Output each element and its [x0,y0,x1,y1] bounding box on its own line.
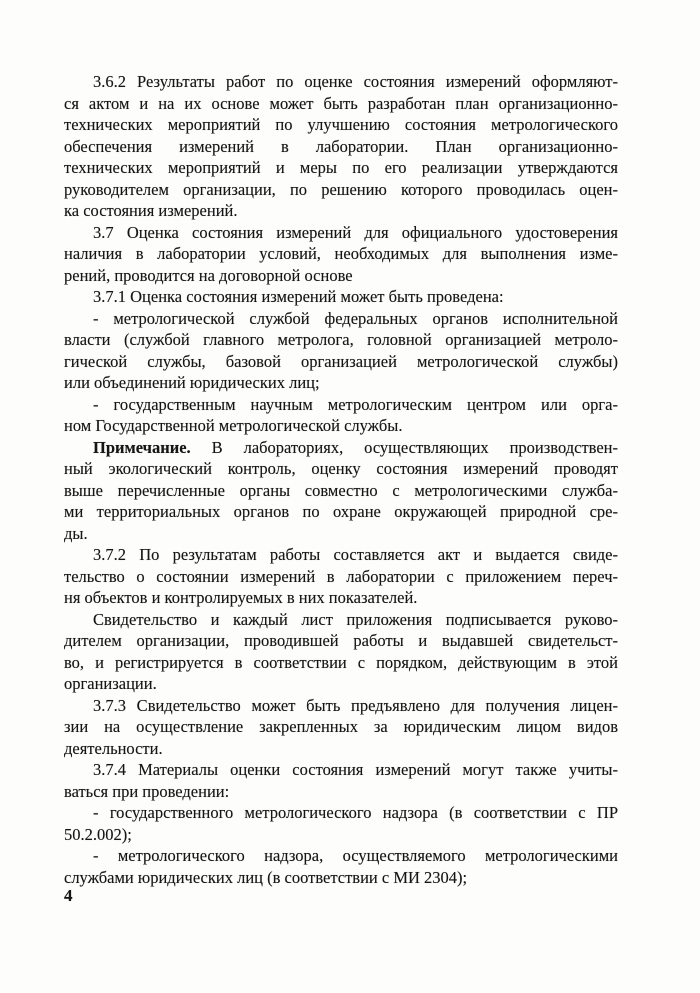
text-line: тельство о состоянии измерений в лаборатории с приложением переч- [64,566,618,586]
text-line: во, и регистрируется в соответствии с порядком, действующим в этой [64,652,618,672]
text-line: ка состояния измерений. [64,201,238,220]
text-line: службами юридических лиц (в соответствии с МИ 2304); [64,867,468,887]
text-line: 3.7.3 Свидетельство может быть предъявлено для получения лицен- [93,695,618,715]
text-line: власти (службой главного метролога, головной организацией метроло- [64,330,618,349]
paragraph-3-7-4 [64,759,618,802]
text-line: - метрологического надзора, осуществляемого метрологическими [93,846,618,865]
text-line: 3.7 Оценка состояния измерений для официального удостоверения [93,222,618,242]
text-line: технических мероприятий по улучшению состояния метрологического [64,115,618,134]
text-line: рений, проводится на договорной основе [64,265,353,285]
text-line: гической службы, базовой организацией метрологической службы) [64,351,618,371]
text-line: ся актом и на их основе может быть разработан план организационно- [64,93,618,113]
text-line: - метрологической службой федеральных органов исполнительной [93,308,618,328]
text-line: наличия в лаборатории условий, необходимых для выполнения изме- [64,244,618,263]
text-line: деятельности. [64,738,163,758]
text-line: ном Государственной метрологической службы. [64,416,403,435]
paragraph-3-7-1 [64,286,618,308]
list-item-metrological-service [64,308,618,394]
text-line: организации. [64,674,157,693]
text-line: 3.7.2 По результатам работы составляется акт и выдается свиде- [93,545,618,564]
text-line: ный экологический контроль, оценку состояния измерений проводят [64,459,618,478]
text-line: - государственного метрологического надзора (в соответствии с ПР [93,803,618,822]
text-line: 3.7.1 Оценка состояния измерений может быть проведена: [93,287,504,306]
note-label: Примечание. [93,437,212,457]
text-line: дителем организации, проводившей работы и выдавшей свидетельст- [64,631,618,650]
page-number: 4 [64,886,73,905]
paragraph-3-6-2 [64,71,618,222]
paragraph-3-7-2 [64,544,618,609]
text-line: 50.2.002); [64,824,132,844]
paragraph-certificate [64,609,618,695]
text-line: ваться при проведении: [64,781,230,801]
text-line: - государственным научным метрологическим центром или орга- [93,394,618,414]
text-line: технических мероприятий и меры по его реализации утверждаются [64,158,618,177]
text-line: руководителем организации, по решению которого проводилась оцен- [64,179,618,199]
note-paragraph [64,437,618,545]
text-line: Свидетельство и каждый лист приложения подписывается руково- [93,609,618,629]
list-item-state-center [64,394,618,437]
text-line: ми территориальных органов по охране окружающей природной сре- [64,502,618,521]
text-line: обеспечения измерений в лаборатории. План организационно- [64,136,618,156]
paragraph-3-7-3 [64,695,618,760]
text-line [64,437,618,459]
text-line: 3.6.2 Результаты работ по оценке состояния измерений оформляют- [93,72,618,91]
text-line: зии на осуществление закрепленных за юридическим лицом видов [64,717,618,736]
list-item-metrological-supervision [64,845,618,888]
paragraph-3-7 [64,222,618,287]
text-line: 3.7.4 Материалы оценки состояния измерений могут также учиты- [93,760,618,779]
note-text: В лабораториях, осуществляющих производствен- [211,437,618,457]
text-line: ды. [64,523,88,543]
text-line: ня объектов и контролируемых в них показателей. [64,588,418,607]
text-block [64,71,618,888]
text-line: или объединений юридических лиц; [64,373,320,392]
text-line: выше перечисленные органы совместно с метрологическими служба- [64,480,618,500]
list-item-state-supervision [64,802,618,845]
